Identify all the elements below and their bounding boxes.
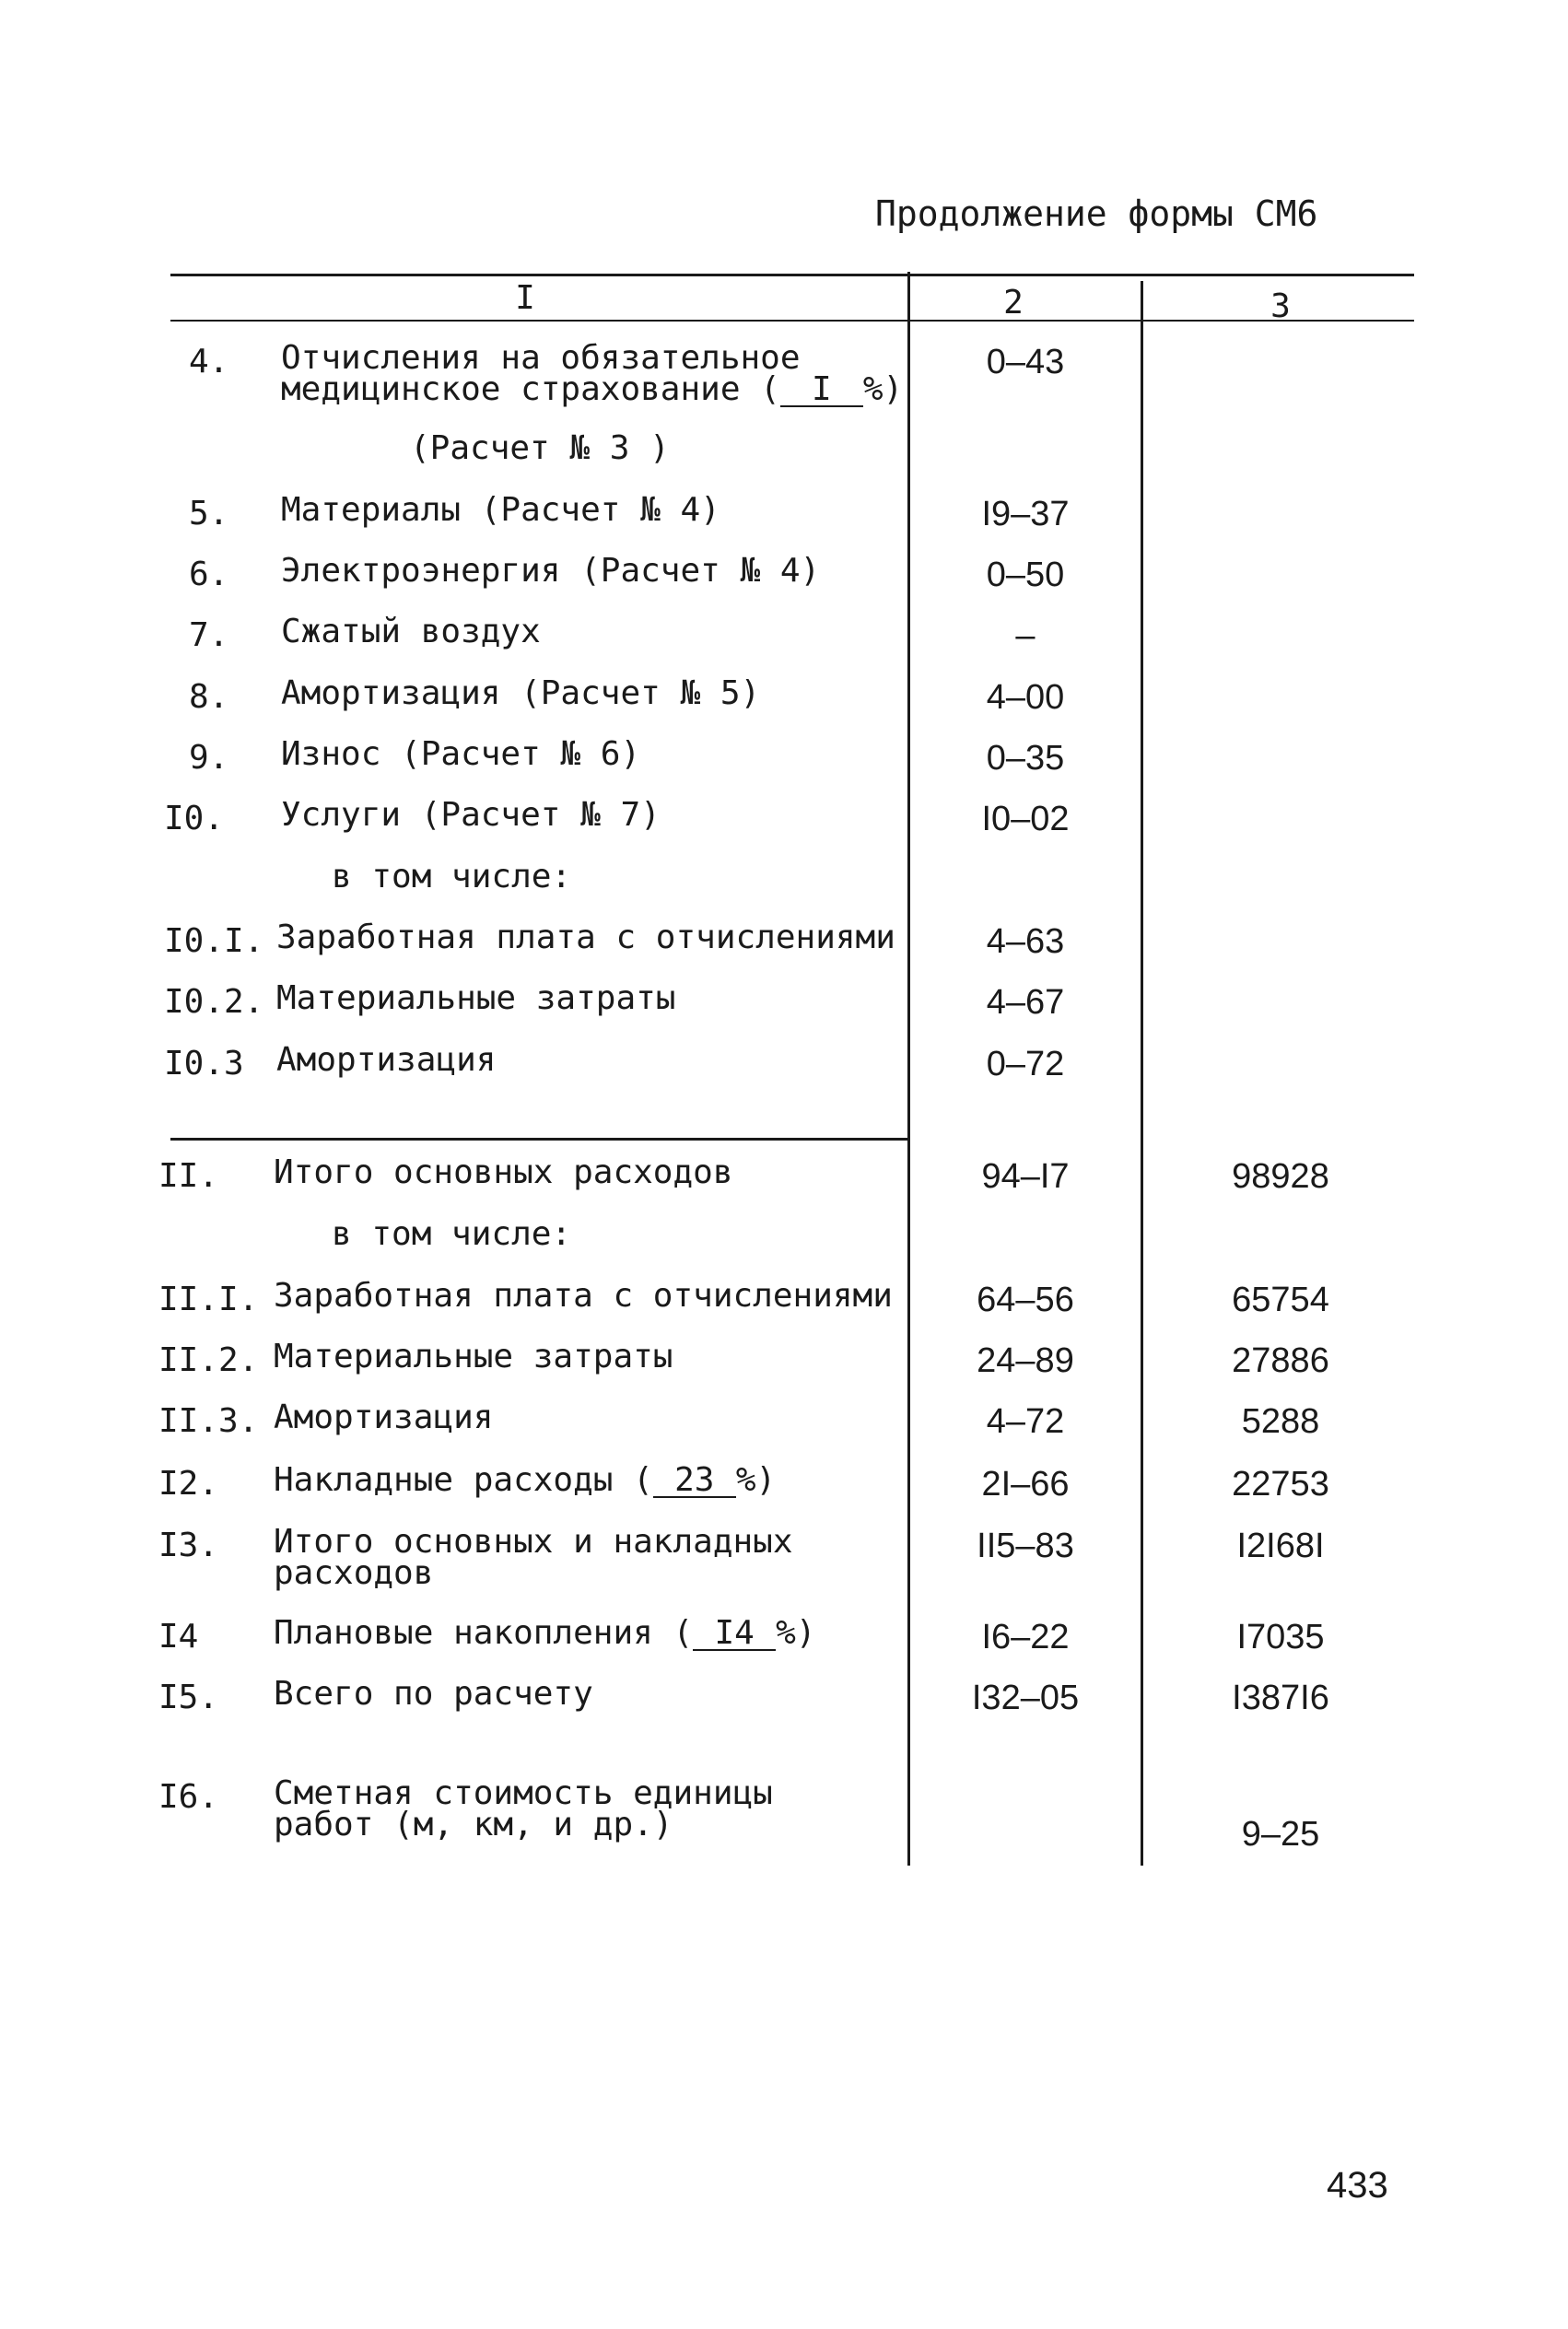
column-2-value: 0–43 <box>986 343 1065 381</box>
row-label: в том числе: <box>332 858 572 895</box>
row-number: I0.3 <box>164 1045 244 1083</box>
row-number: 5. <box>189 495 229 533</box>
row-label <box>281 339 904 408</box>
row-label-end: %) <box>735 1461 777 1499</box>
form-continuation-title: Продолжение формы СМ6 <box>875 193 1318 234</box>
column-3-value: 9–25 <box>1241 1815 1320 1854</box>
row-label-line1: Отчисления на обязательное <box>281 339 801 377</box>
row-number: II.I. <box>158 1281 259 1318</box>
column-3-value: I387I6 <box>1232 1679 1329 1717</box>
row-label-end: %) <box>776 1614 816 1652</box>
column-2-value: I6–22 <box>981 1618 1070 1656</box>
column-header-3: 3 <box>1270 287 1291 325</box>
row-label: в том числе: <box>332 1215 572 1253</box>
row-number: I2. <box>158 1465 219 1503</box>
row-label-line2: расходов <box>274 1554 434 1592</box>
row-number: I0. <box>164 800 225 837</box>
column-3-value: 65754 <box>1232 1281 1329 1319</box>
header-bottom-rule <box>170 320 1414 322</box>
row-label: Материальные затраты <box>276 979 676 1017</box>
row-label-line1: Итого основных и накладных <box>274 1523 793 1561</box>
row-number: II.2. <box>158 1341 259 1379</box>
column-2-value: – <box>1015 616 1036 655</box>
row-label-line1: Сметная стоимость единицы <box>274 1774 773 1812</box>
row-label: Итого основных расходов <box>274 1153 733 1191</box>
row-number: 8. <box>189 678 229 716</box>
row-number: I4 <box>158 1618 199 1656</box>
column-2-value: II5–83 <box>977 1527 1074 1565</box>
page-number: 433 <box>1327 2165 1388 2206</box>
row-label-line2: медицинское страхование ( <box>281 370 780 408</box>
row-label: Заработная плата с отчислениями <box>274 1277 893 1315</box>
column-2-value: I9–37 <box>981 495 1070 533</box>
row-number: 4. <box>189 343 229 380</box>
row-label: Амортизация (Расчет № 5) <box>281 674 761 712</box>
column-2-value: 0–72 <box>986 1045 1065 1083</box>
row-label-line2-end: %) <box>862 370 904 408</box>
column-3-value: 98928 <box>1232 1157 1329 1196</box>
table-top-rule <box>170 274 1414 276</box>
overhead-percent: 23 <box>653 1465 736 1498</box>
column-3-value: I7035 <box>1236 1618 1325 1656</box>
row-label: Материалы (Расчет № 4) <box>281 491 720 529</box>
row-label: Заработная плата с отчислениями <box>276 919 895 956</box>
row-label <box>274 1461 777 1499</box>
column-2-value: 94–I7 <box>981 1157 1070 1196</box>
row-number: I3. <box>158 1527 219 1564</box>
row-label-text: Накладные расходы ( <box>274 1461 653 1499</box>
column-2-value: 4–00 <box>986 678 1065 717</box>
column-2-value: 0–50 <box>986 556 1065 594</box>
row-number: I5. <box>158 1679 219 1716</box>
column-3-value: 22753 <box>1232 1465 1329 1504</box>
row-number: I6. <box>158 1778 219 1816</box>
row-label <box>274 1774 773 1843</box>
row-number: II.3. <box>158 1402 259 1440</box>
column-2-value: 4–72 <box>986 1402 1065 1441</box>
row-number: 7. <box>189 616 229 654</box>
column-3-value: 27886 <box>1232 1341 1329 1380</box>
row-label <box>274 1523 793 1592</box>
row-label-text: Плановые накопления ( <box>274 1614 694 1652</box>
row-label: Всего по расчету <box>274 1675 593 1713</box>
row-number: I0.2. <box>164 983 264 1021</box>
row-label <box>274 1614 816 1652</box>
column-2-value: 4–63 <box>986 922 1065 961</box>
insurance-percent: I <box>780 374 863 407</box>
column-2-value: 0–35 <box>986 739 1065 778</box>
row-number: I0.I. <box>164 922 264 960</box>
row-label: Амортизация <box>274 1399 494 1436</box>
row-label: (Расчет № 3 ) <box>410 429 670 467</box>
row-number: 6. <box>189 556 229 593</box>
column-2-value: I0–02 <box>981 800 1070 838</box>
column-2-value: 24–89 <box>977 1341 1074 1380</box>
planned-savings-percent: I4 <box>693 1618 776 1651</box>
row-label: Сжатый воздух <box>281 613 541 650</box>
row-label: Материальные затраты <box>274 1338 673 1375</box>
column-3-value: I2I68I <box>1236 1527 1325 1565</box>
row-label: Электроэнергия (Расчет № 4) <box>281 552 821 590</box>
row-number: II. <box>158 1157 219 1195</box>
column-2-value: I32–05 <box>971 1679 1080 1717</box>
section-rule <box>170 1138 910 1141</box>
column-header-2: 2 <box>1003 284 1024 322</box>
column-2-value: 4–67 <box>986 983 1065 1022</box>
row-number: 9. <box>189 739 229 777</box>
column-header-1: I <box>515 279 535 317</box>
column-2-value: 2I–66 <box>981 1465 1070 1504</box>
column-3-value: 5288 <box>1241 1402 1320 1441</box>
row-label: Амортизация <box>276 1041 497 1079</box>
row-label-line2: работ (м, км, и др.) <box>274 1806 673 1843</box>
column-2-value: 64–56 <box>977 1281 1074 1319</box>
row-label: Услуги (Расчет № 7) <box>281 796 661 834</box>
row-label: Износ (Расчет № 6) <box>281 735 641 773</box>
